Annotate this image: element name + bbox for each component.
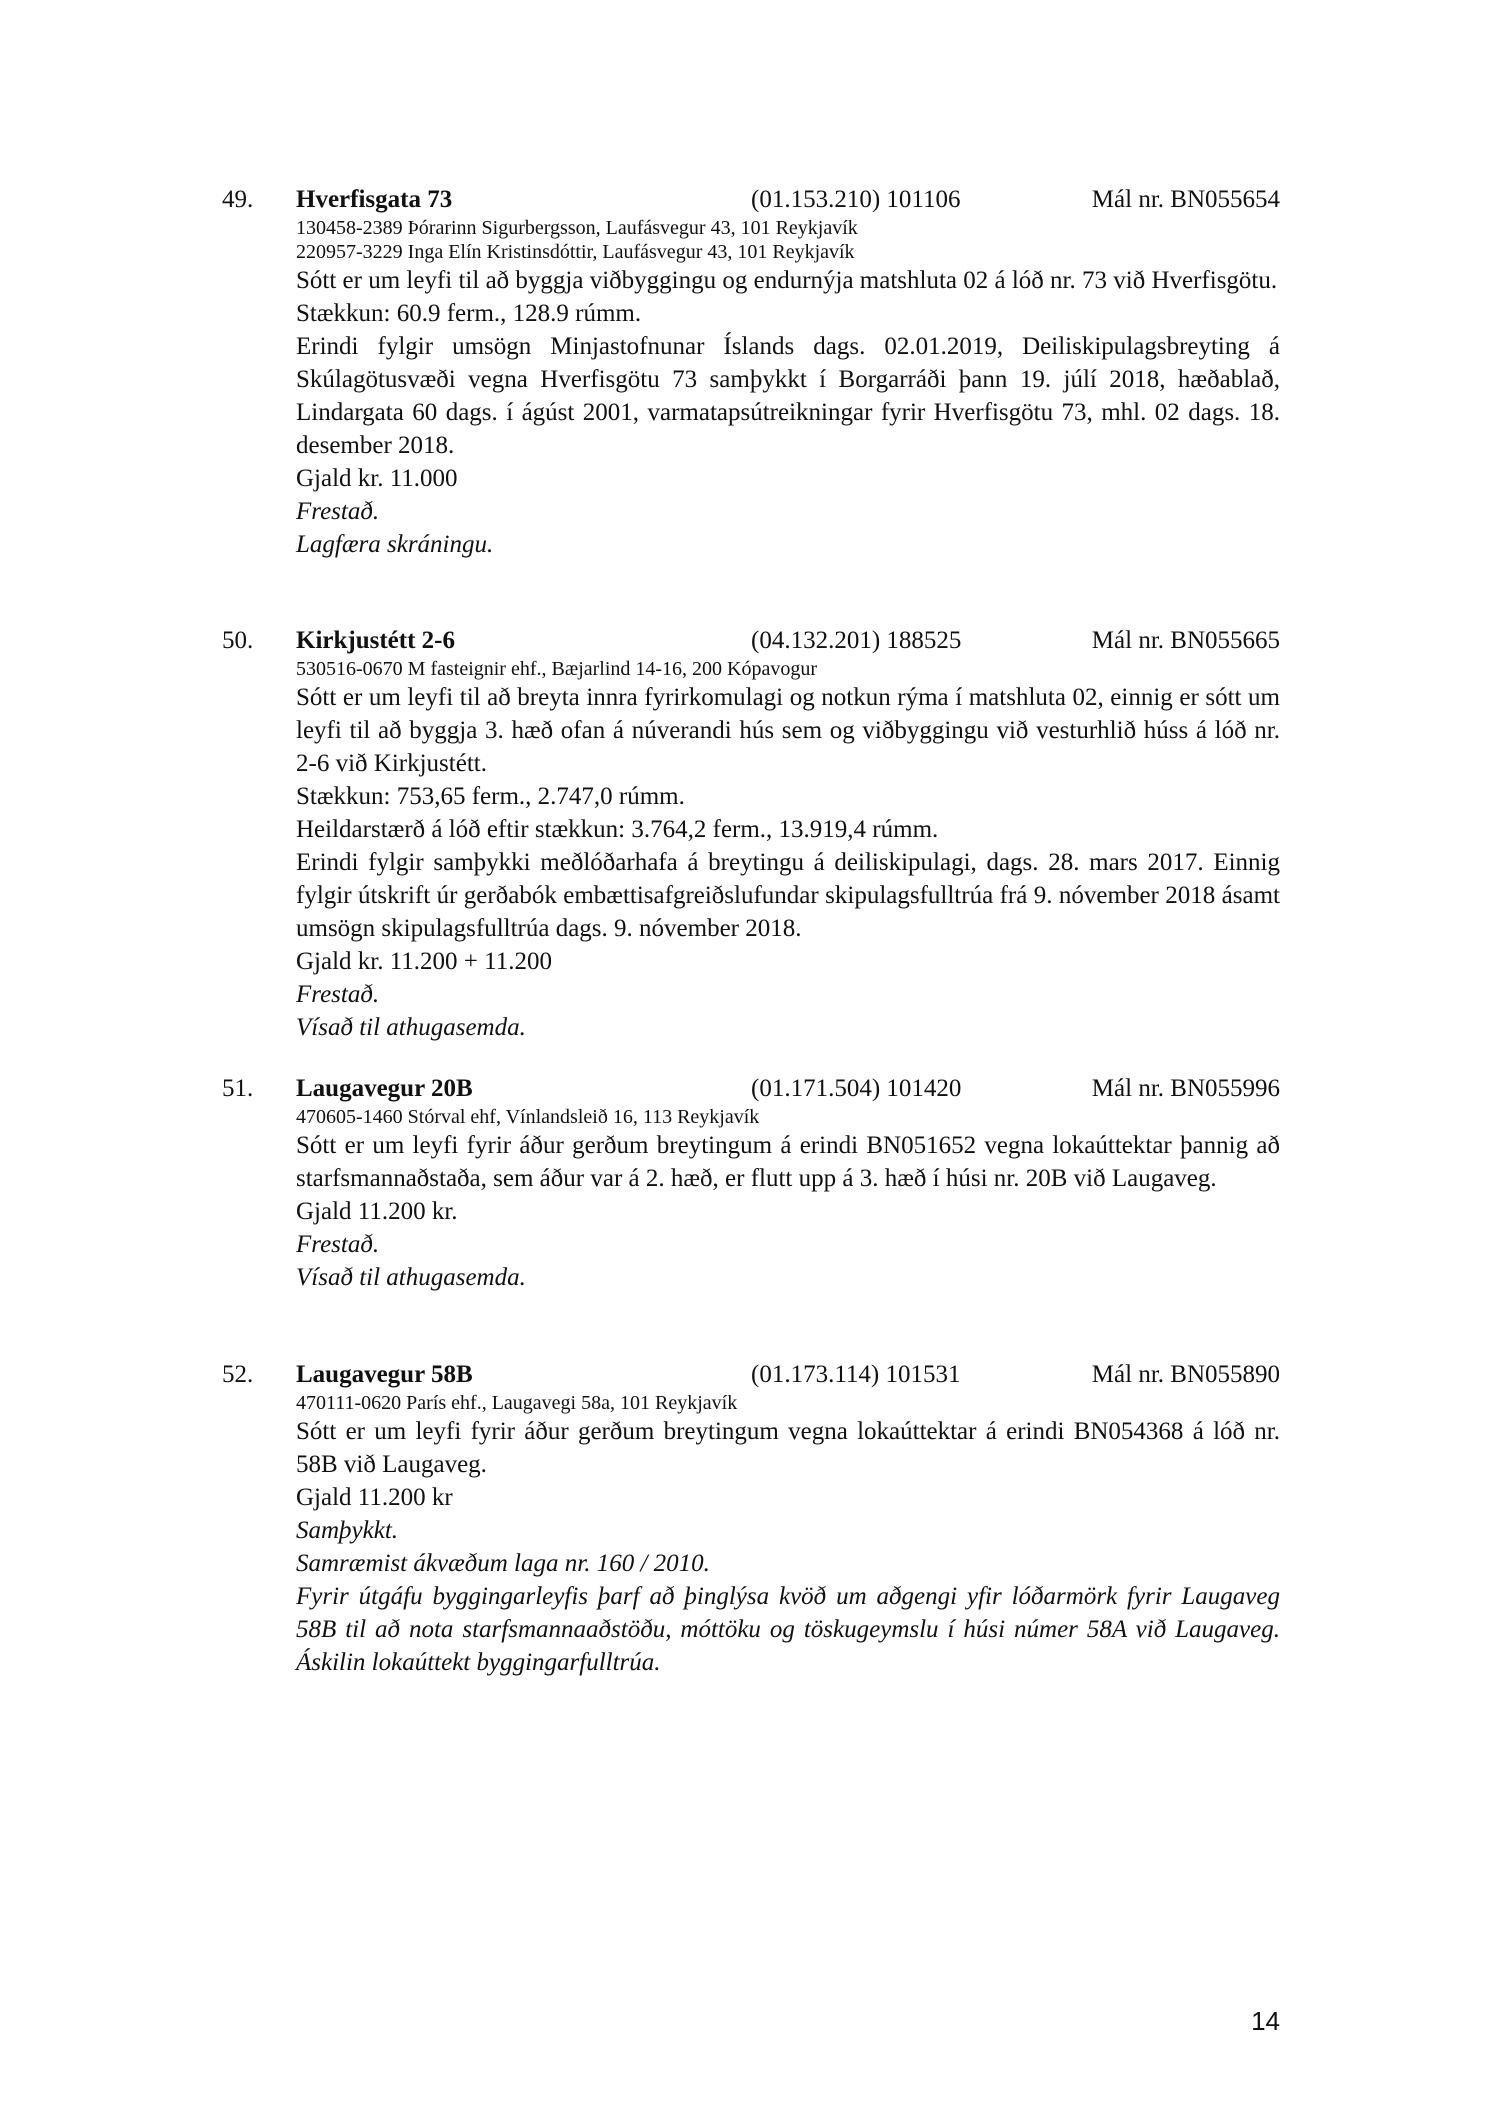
item-number: 50. — [222, 627, 254, 654]
item-number: 51. — [222, 1075, 254, 1102]
request-text: Sótt er um leyfi fyrir áður gerðum breytingum á erindi BN051652 vegna lokaúttektar þannig að starfsmannaðstaða, sem áður var á 2. hæð, er flutt upp á 3. hæð í húsi nr. 20B við Laugaveg. — [296, 1132, 1280, 1192]
applicant-line: 220957-3229 Inga Elín Kristinsdóttir, Laufásvegur 43, 101 Reykjavík — [296, 241, 855, 263]
property-address: Kirkjustétt 2-6 — [296, 627, 455, 654]
item-body — [296, 1391, 1280, 1679]
case-number: Mál nr. BN055665 — [1091, 627, 1280, 654]
item-header — [222, 183, 1280, 216]
detail-line: Stækkun: 753,65 ferm., 2.747,0 rúmm. — [296, 783, 685, 810]
applicant-line: 130458-2389 Þórarinn Sigurbergsson, Laufásvegur 43, 101 Reykjavík — [296, 217, 858, 239]
item-body — [296, 216, 1280, 561]
item-number: 49. — [222, 186, 254, 213]
property-code: (04.132.201) 188525 — [751, 627, 962, 654]
case-number: Mál nr. BN055890 — [1091, 1361, 1280, 1388]
fee-line: Gjald 11.200 kr. — [296, 1198, 458, 1225]
detail-line: Heildarstærð á lóð eftir stækkun: 3.764,2 ferm., 13.919,4 rúmm. — [296, 816, 939, 843]
decision-line: Samþykkt. — [296, 1517, 399, 1544]
request-text: Sótt er um leyfi til að byggja viðbyggingu og endurnýja matshluta 02 á lóð nr. 73 við Hverfisgötu. — [296, 267, 1278, 294]
decision-line: Vísað til athugasemda. — [296, 1014, 526, 1041]
applicant-line: 470111-0620 París ehf., Laugavegi 58a, 101 Reykjavík — [296, 1392, 738, 1414]
agenda-item-49 — [222, 183, 1280, 561]
detail-line: Stækkun: 60.9 ferm., 128.9 rúmm. — [296, 300, 642, 327]
agenda-item-51 — [222, 1072, 1280, 1294]
item-body — [296, 657, 1280, 1044]
decision-line: Lagfæra skráningu. — [296, 531, 494, 558]
decision-line: Fyrir útgáfu byggingarleyfis þarf að þinglýsa kvöð um aðgengi yfir lóðarmörk fyrir Laugaveg 58B til að nota starfsmannaaðstöðu, móttöku og töskugeymslu í húsi númer 58A við Laugaveg. Áskilin lokaúttekt byggingarfulltrúa. — [296, 1583, 1280, 1676]
property-address: Hverfisgata 73 — [296, 186, 453, 213]
item-header — [222, 1358, 1280, 1391]
item-header — [222, 1072, 1280, 1105]
property-code: (01.171.504) 101420 — [751, 1075, 962, 1102]
property-code: (01.173.114) 101531 — [751, 1361, 961, 1388]
applicant-line: 470605-1460 Stórval ehf, Vínlandsleið 16, 113 Reykjavík — [296, 1106, 760, 1128]
item-number: 52. — [222, 1361, 254, 1388]
decision-line: Frestað. — [296, 498, 380, 525]
request-text: Sótt er um leyfi fyrir áður gerðum breytingum vegna lokaúttektar á erindi BN054368 á lóð nr. 58B við Laugaveg. — [296, 1418, 1280, 1478]
decision-line: Frestað. — [296, 1231, 380, 1258]
item-body — [296, 1105, 1280, 1294]
case-number: Mál nr. BN055996 — [1091, 1075, 1280, 1102]
property-address: Laugavegur 58B — [296, 1361, 473, 1388]
decision-line: Samræmist ákvæðum laga nr. 160 / 2010. — [296, 1550, 710, 1577]
property-address: Laugavegur 20B — [296, 1075, 473, 1102]
fee-line: Gjald kr. 11.000 — [296, 465, 458, 492]
detail-line: Erindi fylgir samþykki meðlóðarhafa á breytingu á deiliskipulagi, dags. 28. mars 2017. Einnig fylgir útskrift úr gerðabók embættisafgreiðslufundar skipulagsfulltrúa frá 9. nóvember 2018 ásamt umsögn skipulagsfulltrúa dags. 9. nóvember 2018. — [296, 849, 1280, 942]
agenda-item-50 — [222, 624, 1280, 1044]
agenda-item-52 — [222, 1358, 1280, 1679]
item-header — [222, 624, 1280, 657]
applicant-line: 530516-0670 M fasteignir ehf., Bæjarlind 14-16, 200 Kópavogur — [296, 658, 818, 680]
request-text: Sótt er um leyfi til að breyta innra fyrirkomulagi og notkun rýma í matshluta 02, einnig er sótt um leyfi til að byggja 3. hæð ofan á núverandi hús sem og viðbyggingu við vesturhlið húss á lóð nr. 2-6 við Kirkjustétt. — [296, 684, 1280, 777]
page-number: 14 — [1251, 2006, 1280, 2036]
case-number: Mál nr. BN055654 — [1091, 186, 1280, 213]
detail-line: Erindi fylgir umsögn Minjastofnunar Íslands dags. 02.01.2019, Deiliskipulagsbreyting á Skúlagötusvæði vegna Hverfisgötu 73 samþykkt í Borgarráði þann 19. júlí 2018, hæðablað, Lindargata 60 dags. í ágúst 2001, varmatapsútreikningar fyrir Hverfisgötu 73, mhl. 02 dags. 18. desember 2018. — [296, 333, 1280, 459]
decision-line: Vísað til athugasemda. — [296, 1264, 526, 1291]
property-code: (01.153.210) 101106 — [751, 186, 961, 213]
fee-line: Gjald kr. 11.200 + 11.200 — [296, 948, 552, 975]
decision-line: Frestað. — [296, 981, 380, 1008]
fee-line: Gjald 11.200 kr — [296, 1484, 453, 1511]
